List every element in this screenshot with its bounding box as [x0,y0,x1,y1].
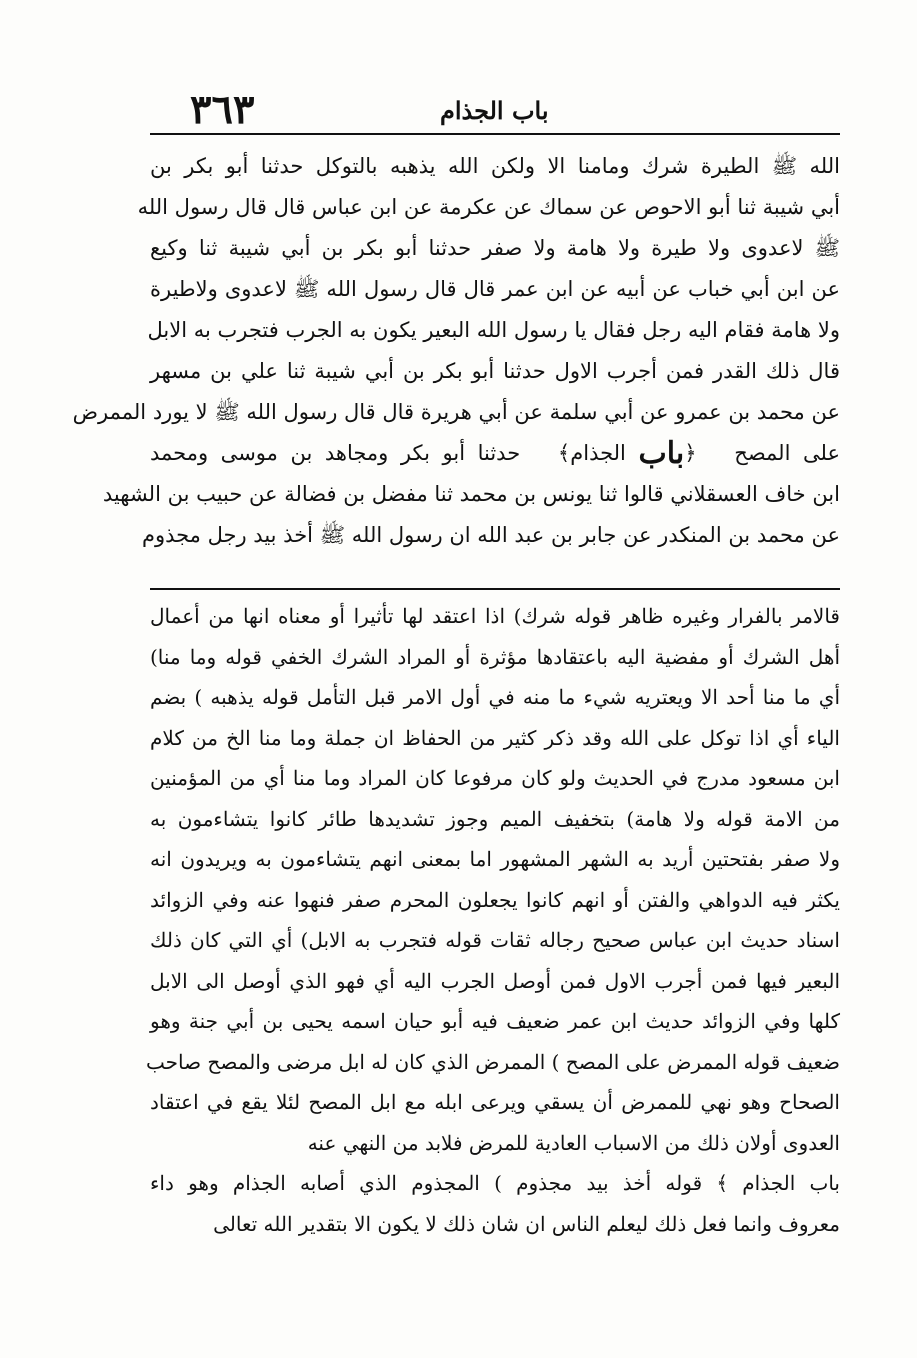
commentary-line: كلها وفي الزوائد حديث ابن عمر ضعيف فيه أبو حيان اسمه يحيى بن أبي جنة وهو [150,1009,840,1033]
commentary-line: أي ما منا أحد الا ويعتريه شيء ما منه في أول الامر قبل التأمل قوله يذهبه ) بضم [150,685,840,709]
hadith-line: عن محمد بن المنكدر عن جابر بن عبد الله ان رسول الله ﷺ أخذ بيد رجل مجذوم [141,523,840,547]
chapter-line-before: على المصح [734,441,840,465]
hadith-line: عن ابن أبي خباب عن أبيه عن ابن عمر قال قال رسول الله ﷺ لاعدوى ولاطيرة [150,277,840,301]
chapter-line-after: حدثنا أبو بكر ومجاهد بن موسى ومحمد [150,441,521,465]
hadith-line: أبي شيبة ثنا أبو الاحوص عن سماك عن عكرمة عن ابن عباس قال قال رسول الله [137,195,840,219]
hadith-line: ﷺ لاعدوى ولا طيرة ولا هامة ولا صفر حدثنا أبو بكر بن أبي شيبة ثنا وكيع [150,236,840,260]
commentary-text [146,596,840,1244]
footnote-separator [150,588,840,590]
header-rule [150,133,840,135]
commentary-line: البعير فيها فمن أجرب الاول فمن أوصل الجرب اليه أي فهو الذي أوصل الى الابل [150,968,840,993]
commentary-line: الياء أي اذا توكل على الله وقد ذكر كثير من الحفاظ ان جملة وما منا الخ من كلام [150,725,840,750]
chapter-title: الجذام [570,441,626,465]
commentary-line: ولا صفر بفتحتين أريد به الشهر المشهور اما بمعنى انهم يتشاءمون به ويريدون انه [150,847,840,871]
running-head: باب الجذام [440,96,549,125]
hadith-line: عن محمد بن عمرو عن أبي سلمة عن أبي هريرة قال قال رسول الله ﷺ لا يورد الممرض [72,400,840,424]
commentary-line: العدوى أولان ذلك من الاسباب العادية للمرض فلابد من النهي عنه [307,1130,840,1155]
commentary-line: الصحاح وهو نهي للممرض أن يسقي ويرعى ابله مع ابل المصح لئلا يقع في اعتقاد [150,1090,840,1114]
commentary-line: باب الجذام ﴾ قوله أخذ بيد مجذوم ) المجذوم الذي أصابه الجذام وهو داء [150,1171,840,1195]
commentary-line: معروف وانما فعل ذلك ليعلم الناس ان شان ذلك لا يكون الا بتقدير الله تعالى [213,1211,840,1236]
chapter-heading-line: على المصح ﴿باب الجذام﴾ حدثنا أبو بكر ومجاهد بن موسى ومحمد [150,436,840,471]
chapter-bab: باب [638,436,685,471]
commentary-line: ابن مسعود مدرج في الحديث ولو كان مرفوعا كان المراد وما منا أي من المؤمنين [150,766,840,790]
hadith-line: ابن خاف العسقلاني قالوا ثنا يونس بن محمد ثنا مفضل بن فضالة عن حبيب بن الشهيد [102,482,840,506]
hadith-line: قال ذلك القدر فمن أجرب الاول حدثنا أبو بكر بن أبي شيبة ثنا علي بن مسهر [150,359,840,383]
commentary-line: يكثر فيه الدواهي والفتن أو انهم كانوا يجعلون المحرم صفر فنهوا عنه وفي الزوائد [150,887,840,912]
commentary-line: أهل الشرك أو مفضية اليه باعتقادها مؤثرة أو المراد الشرك الخفي قوله وما منا) [150,644,840,669]
hadith-text [72,146,840,556]
commentary-line: اسناد حديث ابن عباس صحيح رجاله ثقات قوله فتجرب به الابل) أي التي كان ذلك [150,928,840,952]
commentary-line: ضعيف قوله الممرض على المصح ) الممرض الذي كان له ابل مرضى والمصح صاحب [146,1049,840,1074]
hadith-line: الله ﷺ الطيرة شرك ومامنا الا ولكن الله يذهبه بالتوكل حدثنا أبو بكر بن [150,154,840,178]
commentary-line: من الامة قوله ولا هامة) بتخفيف الميم وجوز تشديدها طائر كانوا يتشاءمون به [150,806,840,831]
hadith-line: ولا هامة فقام اليه رجل فقال يا رسول الله البعير يكون به الجرب فتجرب به الابل [147,318,840,342]
page-number: ٣٦٣ [190,86,255,133]
page-header [150,88,840,138]
commentary-line: قالامر بالفرار وغيره ظاهر قوله شرك) اذا اعتقد لها تأثيرا أو معناه انها من أعمال [150,604,840,628]
